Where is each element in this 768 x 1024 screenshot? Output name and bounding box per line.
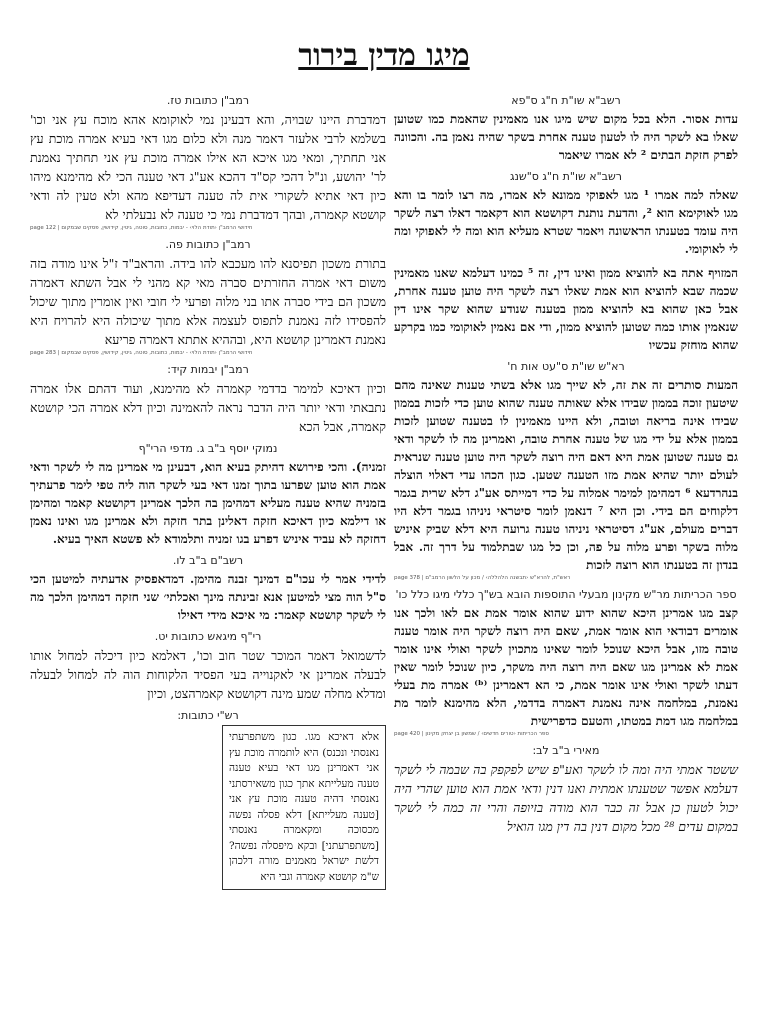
source-section bbox=[30, 94, 386, 232]
credit-line: page 378 | ראש"ת, להרא"ש ‹תבשנה הלהללה› / מכון על הלשון הרמב"ם bbox=[394, 575, 571, 581]
rashi-box bbox=[222, 725, 386, 890]
source-text: וכיון דאיכא למימר בדדמי קאמרה לא מהימנא, ועוד דהתם אלו אמרה נתבאתי ודאי יותר היה הדבר נראה להאמינה וכיון דלא אמרה הכי קושטא קאמרה, אבל הכא bbox=[30, 381, 386, 434]
source-text: זמניה). והכי פירושא דהיתק בעיא הוא, דבעינן מי אמרינן מה לי לשקר ודאי אמת הוא טוען שפרעו בתוך זמנו דאי בעי לשקר הוה ליה טפי לימר פרעתיך בזמניה שהיא טענה מעליא דמהימן בה הלכך אמרינן דקושטא קאמר ומהימן או דילמא כיון דאיכא חזקה דאלינן בתר חזקה ולא אמרינן מגו ואינו נאמן דחזקה לא עביד איניש דפרע בגו זמניה ותלמודא לא פשטא האיך בעיא. bbox=[30, 460, 386, 546]
source-text: קצב מגו אמרינן היכא שהוא ידוע שהוא אומר אמת אם לאו ולכך אנו אומרים דבודאי הוא אומר אמת, שאם היה רוצה לשקר היה אומר טענה טובה מזו, אבל היכא שנוכל לומר שאינו מתכוין לשקר ואולי אינו אומר אמת לא אמרינן מגו שאם היה רוצה היה משקר, כיון שנוכל לומר שאין דעתו לשקר ואולי אינו אומר אמת, כי הא דאמרינן ⁽ᵇ⁾ אמרה מת בעלי נאמנת, במלחמה אינה נאמנת דאמרה בדדמי, הלא מהימנא לומר מת במלחמה מגו דמת במטתו, והטעם כדפרישית bbox=[394, 606, 738, 728]
source-citation: רמב"ן כתובות טז. bbox=[166, 94, 250, 107]
source-section bbox=[394, 264, 738, 354]
source-text: אלא דאיכא מגו. כגון משתפרעתי נאנסתי ונכנס) היא לותמרה מוכת עץ אני דאמרינן מגו דאי בעיא טענה טענה מעלייתא אתך כגון משאירסתני נאנסתי דהיה טענה מוכת עץ אני [טענה מעלייתא] דלא פסלה נפשה מכסוכה ומקאמרה נאנסתי [משתפרעתני] ובקא מיפסלה נפשה? דלשת ישראל מאמנים מורה דלכהן ש"מ קושטא קאמרה וגבי היא bbox=[229, 731, 379, 883]
left-column bbox=[30, 92, 386, 896]
source-citation: רש"י כתובות: bbox=[177, 709, 239, 722]
source-citation: רשב"א שו"ת ח"ג ס"שנג bbox=[509, 170, 623, 183]
source-text: ששטר אמתי היה ומה לו לשקר ואע"פ שיש לפקפק בה שבמה לי לשקר דעלמא אפשר שטענתו אמתית ואנו דנין ודאי אמת הוא טוען שהרי היה יכול לטעון כן אבל זה כבר הוא מודה בזיופה והרי זה כמה לי לשקר במקום עדים ²⁸ מכל מקום דנין בה דין מגו הואיל bbox=[394, 762, 738, 834]
source-section bbox=[394, 170, 738, 258]
source-text: עדות אסור. הלא בכל מקום שיש מיגו אנו מאמינין שהאמת כמו שטוען שאלו בא לשקר היה לו לטעון טענה אחרת בשקר שהיה נאמן בה. והכוונה לפרק חזקת הבתים ² לא אמרו שיאמר bbox=[394, 112, 738, 162]
source-citation: רמב"ן יבמות קיד: bbox=[167, 363, 249, 376]
source-section bbox=[30, 442, 386, 548]
source-text: דמדברת היינו שבויה, והא דבעינן נמי לאוקומא אהא מוכח עץ אני וכו' בשלמא לרבי אלעזר דאמר מנה ולא כלום מגו דאי בעיא אמרה מוכת עץ אני תחתיך, ומאי מגו איכא הא אילו אמרה מוכת עץ אני תחתיך נאמנת לר' יהושע, ונ"ל דהכי קס"ד דהכא אע"ג דאי טענה הכי לא מהימנא מיהו כיון דאי אתיא לשקורי אית לה טענה דעדיפא מהא ולא טעין לה ודאי קושטא קאמרה, ובהך דמדברת נמי כי טענה לא נבעלתי לא bbox=[30, 112, 386, 222]
source-citation: מאירי ב"ב לב: bbox=[532, 744, 600, 757]
source-text: שאלה למה אמרו ¹ מגו לאפוקי ממונא לא אמרו, מה רצו לומר בו והא מגו לאוקימא הוא ², והדעת נותנת דקושטא הוא דקאמר דאלו רצה לשקר היה עומד בטענתו הראשונה ויאמר שטרא מעליא הוא ומה לי לאפוקי ומה לי לאוקומי. bbox=[394, 188, 738, 256]
credit-line: page 283 | חידושי הרמב"ן ‹תודת הלוי› - יבמות, כתובות, סוטה, גיטין, קידושין, פסקים שבמקום bbox=[30, 350, 253, 356]
credit-line: page 420 | ספר הכריתות ‹טורים חדשים› / שמשון בן יצחק מקינון bbox=[394, 731, 549, 737]
page-title: מיגו מדין בירור bbox=[298, 38, 470, 73]
source-section bbox=[30, 630, 386, 703]
source-text: לדידי אמר לי עכו"ם דמינך זבנה מהימן. דמדאפסיק אדעתיה למיטען הכי ס"ל הוה מצי למיטען אנא זבינתה מינך ואכלתי׳ שני חזקה דמהימן הלכך מה לי לשקר קושטא קאמר: מי איכא מידי דאילו bbox=[30, 572, 386, 622]
source-citation: רא"ש שו"ת ס"עט אות ח' bbox=[507, 360, 625, 373]
source-citation: נמוקי יוסף ב"ב ג. מדפי הרי"ף bbox=[138, 442, 278, 455]
source-text: המזויף אתה בא להוציא ממון ואינו דין, זה ⁵ כמינו דעלמא שאנו מאמינין שכמה שבא להוציא הוא אמת שאלו רצה לשקר היה טוען טענה אחרת, אבל כאן שהוא בא להוציא ממון בטענה שנודע שהוא שקר אינו דין שנאמין אותו כמה שטוען להוציא ממון, ודי אם נאמין לאוקומי כמו בקרקע שהוא מוחזק עכשיו bbox=[394, 266, 738, 352]
right-column bbox=[394, 92, 738, 842]
source-section bbox=[394, 744, 738, 836]
source-citation: ספר הכריתות מר"ש מקינון מבעלי התוספות הובא בש"ך כללי מיגו כלל כו' bbox=[395, 588, 737, 601]
source-citation: רמב"ן כתובות פה. bbox=[165, 238, 251, 251]
source-citation: רשב"ם ב"ב לו. bbox=[172, 554, 244, 567]
source-section bbox=[394, 94, 738, 164]
source-section bbox=[394, 360, 738, 582]
source-citation: רי"ף מיגאש כתובות יט. bbox=[154, 630, 262, 643]
source-section bbox=[30, 363, 386, 436]
credit-line: page 122 | חידושי הרמב"ן ‹תודת הלוי› - יבמות, כתובות, סוטה, גיטין, קידושין, פסקים שבמקום bbox=[30, 225, 253, 231]
source-text: בתורת משכון תפיסנא להו מעכבא להו בידה. והראב"ד ז"ל אינו מודה בזה משום דאי אמרה החזרתים סברה מאי קא מהני לי אבל השתא דאמרה משכון הם בידי סברה אתו בני מלוה ופרעי לי חובי ואין אומרין מתוך שיכול להפסידו לזה נאמנת לתפוס לעצמה אלא מתוך שיכולה היא להרויח היא נאמנת דאמרינן קושטא היא, ובההיא אתתא דאמרה פריעא bbox=[30, 256, 386, 347]
source-section bbox=[30, 554, 386, 624]
source-section bbox=[394, 588, 738, 738]
source-text: לדשמואל דאמר המוכר שטר חוב וכו', דאלמא כיון דיכלה למחול אותו לבעלה אמרינן אי לאקנוייה בעי הפסיד הלקוחות הוה לה למחול לבעלה ומדלא מחלה שמע מינה דקושטא קאמרהצט, וכיון bbox=[30, 648, 386, 701]
source-text: המעות סותרים זה את זה, לא שייך מגו אלא בשתי טענות שאינה מהם שיטעון זוכה בממון שבידו אלא שאותה טענה שהוא טוען כדי לזכות בממון שבידו אינה בריאה וטובה, ולא היינו מאמינין לו בטענה שטוען לזכות בממון אלא על ידי מגו של טענה אחרת טובה, ואמרינן מה לו לשקר ודאי גם טענה שטוען אמת היא דאם היה רוצה לשקר היה טוען טענה שנראית לעולם יותר שהיא אמת מזו הטענה שטען. כגון הכהו עדי דאלוי הוצלה בנהרדעא ⁶ דמהימן למימר אמלוה על כדי דמייתס אע"ג דלא שרית בגמר דלקוחים הם בידי. וכן היא ⁷ דנאמן לומר סיטראי ניניהו בגמר דלא היו דברים מעולם, אע"ג דסיטראי ניניהו טענה גרועה היא דלא שביק איניש מלוה בשקר ופרע מלוה על פה, וכן כל מגו שבתלמוד על דרך זה. אבל בנדון זה בטענתו הוא רוצה לזכות bbox=[394, 378, 739, 572]
source-section bbox=[30, 238, 386, 357]
source-section bbox=[30, 709, 386, 890]
source-citation: רשב"א שו"ת ח"ג ס"פא bbox=[511, 94, 621, 107]
